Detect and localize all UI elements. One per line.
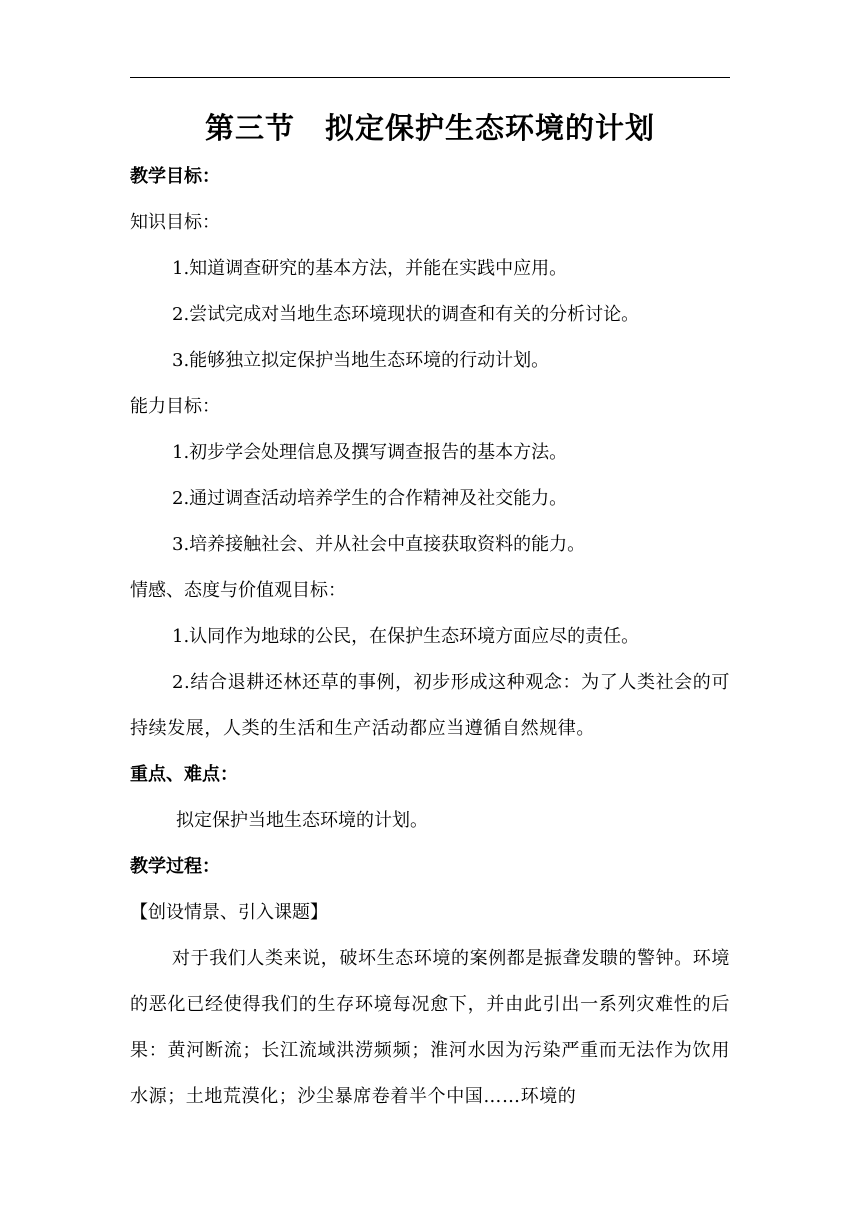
knowledge-item: 3.能够独立拟定保护当地生态环境的行动计划。 [172,350,550,371]
teaching-objectives-heading: 教学目标： [130,166,220,187]
ability-item: 2.通过调查活动培养学生的合作精神及社交能力。 [172,488,568,509]
header-rule [130,77,730,78]
key-points-heading: 重点、难点： [130,764,238,785]
attitude-objectives-heading: 情感、态度与价值观目标： [130,580,346,601]
key-points-text: 拟定保护当地生态环境的计划。 [176,810,428,831]
knowledge-objectives-heading: 知识目标： [130,212,220,233]
knowledge-item: 2.尝试完成对当地生态环境现状的调查和有关的分析讨论。 [172,304,640,325]
section-title: 【创设情景、引入课题】 [130,902,328,923]
knowledge-item: 1.知道调查研究的基本方法，并能在实践中应用。 [172,258,568,279]
ability-item: 1.初步学会处理信息及撰写调查报告的基本方法。 [172,442,568,463]
attitude-item: 1.认同作为地球的公民，在保护生态环境方面应尽的责任。 [172,626,640,647]
teaching-process-heading: 教学过程： [130,856,220,877]
document-body [130,102,730,1120]
document-title: 第三节 拟定保护生态环境的计划 [204,111,655,145]
intro-paragraph: 对于我们人类来说，破坏生态环境的案例都是振聋发聩的警钟。环境的恶化已经使得我们的生存环境每况愈下，并由此引出一系列灾难性的后果：黄河断流；长江流域洪涝频频；淮河水因为污染严重而无法作为饮用水源；土地荒漠化；沙尘暴席卷着半个中国……环境的 [130,948,730,1107]
attitude-item: 2.结合退耕还林还草的事例，初步形成这种观念：为了人类社会的可持续发展，人类的生活和生产活动都应当遵循自然规律。 [130,672,730,739]
ability-objectives-heading: 能力目标： [130,396,220,417]
ability-item: 3.培养接触社会、并从社会中直接获取资料的能力。 [172,534,586,555]
